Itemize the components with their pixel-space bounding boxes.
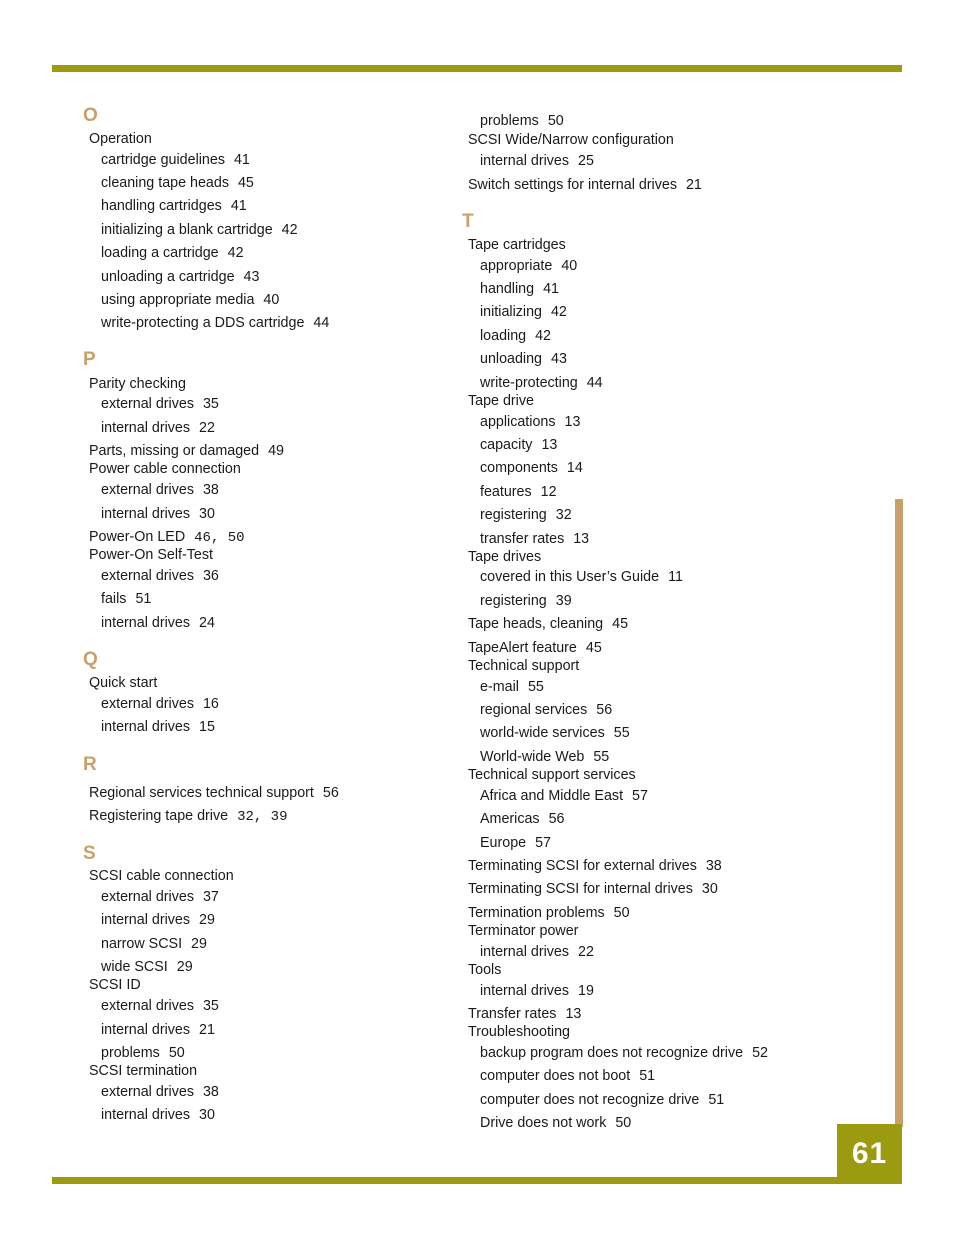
page-reference[interactable]: 35 — [202, 396, 219, 412]
page-reference[interactable]: 56 — [322, 785, 339, 801]
entry-text: external drives — [101, 696, 194, 712]
index-subentry — [480, 327, 551, 345]
page-reference[interactable]: 52 — [752, 1045, 768, 1061]
index-subentry — [101, 244, 244, 262]
index-subentry — [101, 718, 215, 736]
index-subentry — [480, 1044, 768, 1062]
index-letter-heading: R — [83, 754, 97, 775]
index-subentry — [101, 151, 250, 169]
entry-text: Terminating SCSI for internal drives — [468, 881, 693, 897]
index-entry — [89, 546, 213, 564]
index-entry — [89, 674, 157, 692]
page-reference[interactable]: 29 — [191, 936, 207, 952]
index-subentry — [480, 592, 572, 610]
index-subentry — [101, 1083, 219, 1101]
top-rule — [52, 65, 902, 72]
index-entry — [89, 976, 141, 994]
index-entry — [89, 130, 152, 148]
index-subentry — [480, 1067, 655, 1085]
entry-text: e-mail — [480, 679, 519, 695]
page-reference[interactable]: 22 — [578, 944, 594, 960]
index-subentry — [101, 1021, 215, 1039]
page-number-box — [837, 1124, 902, 1184]
index-subentry — [480, 280, 559, 298]
index-entry — [468, 392, 534, 410]
entry-text: SCSI ID — [89, 977, 141, 993]
page-reference[interactable]: 50 — [547, 113, 564, 129]
entry-text: components — [480, 460, 558, 476]
entry-text: unloading a cartridge — [101, 269, 235, 285]
page-reference[interactable]: 32, 39 — [237, 809, 288, 825]
entry-text: computer does not boot — [480, 1068, 631, 1084]
index-subentry — [480, 701, 612, 719]
entry-text: external drives — [101, 396, 194, 412]
entry-text: Termination problems — [468, 905, 605, 921]
entry-text: features — [480, 484, 532, 500]
index-subentry — [101, 314, 329, 332]
page-reference[interactable]: 50 — [615, 1115, 632, 1131]
entry-text: Tape heads, cleaning — [468, 616, 604, 632]
index-entry — [468, 857, 722, 875]
entry-text: external drives — [101, 482, 194, 498]
index-subentry — [101, 174, 254, 192]
index-subentry — [480, 982, 594, 1000]
page-number: 61 — [851, 1137, 888, 1170]
entry-text: Power-On Self-Test — [89, 547, 213, 563]
index-subentry — [480, 834, 551, 852]
index-subentry — [101, 590, 151, 608]
index-entry — [89, 442, 284, 460]
entry-text: Power-On LED — [89, 529, 186, 545]
page-reference[interactable]: 46, 50 — [194, 530, 245, 546]
index-subentry — [480, 506, 572, 524]
page-reference[interactable]: 30 — [701, 881, 718, 897]
entry-text: unloading — [480, 351, 543, 367]
index-subentry — [480, 459, 583, 477]
page-reference[interactable]: 40 — [561, 258, 578, 274]
index-subentry — [101, 291, 279, 309]
entry-text: SCSI cable connection — [89, 868, 234, 884]
entry-text: handling — [480, 281, 535, 297]
entry-text: external drives — [101, 889, 194, 905]
page-reference[interactable]: 30 — [199, 1107, 215, 1123]
entry-text: loading a cartridge — [101, 245, 219, 261]
index-subentry — [101, 997, 219, 1015]
entry-text: Parts, missing or damaged — [89, 443, 260, 459]
index-entry — [468, 904, 630, 922]
page-reference[interactable]: 13 — [564, 414, 581, 430]
index-subentry — [480, 787, 648, 805]
page-reference[interactable]: 42 — [281, 222, 298, 238]
page-reference[interactable]: 43 — [551, 351, 567, 367]
entry-text: Power cable connection — [89, 461, 241, 477]
entry-text: Tools — [468, 962, 502, 978]
entry-text: write-protecting — [480, 375, 578, 391]
index-subentry — [480, 374, 603, 392]
entry-text: problems — [480, 113, 539, 129]
entry-text: appropriate — [480, 258, 553, 274]
entry-text: Europe — [480, 835, 527, 851]
index-entry — [468, 766, 636, 784]
entry-text: SCSI termination — [89, 1063, 198, 1079]
index-letter-heading: Q — [83, 649, 98, 670]
entry-text: internal drives — [480, 983, 569, 999]
entry-text: World-wide Web — [480, 749, 585, 765]
index-subentry — [101, 695, 219, 713]
entry-text: cleaning tape heads — [101, 175, 229, 191]
page-reference[interactable]: 56 — [596, 702, 613, 718]
entry-text: initializing — [480, 304, 542, 320]
entry-text: SCSI Wide/Narrow configuration — [468, 132, 674, 148]
page-reference[interactable]: 38 — [705, 858, 722, 874]
bottom-rule — [52, 1177, 902, 1184]
entry-text: problems — [101, 1045, 160, 1061]
index-subentry — [480, 112, 564, 130]
page-reference[interactable]: 13 — [541, 437, 558, 453]
page-reference[interactable]: 12 — [540, 484, 557, 500]
index-subentry — [101, 1044, 185, 1062]
index-letter-heading: S — [83, 843, 96, 864]
entry-text: internal drives — [101, 719, 190, 735]
page-reference[interactable]: 36 — [202, 568, 219, 584]
page-reference[interactable]: 37 — [202, 889, 219, 905]
entry-text: regional services — [480, 702, 588, 718]
page-reference[interactable]: 15 — [199, 719, 215, 735]
page-reference[interactable]: 55 — [527, 679, 544, 695]
index-entry — [89, 867, 234, 885]
page-reference[interactable]: 56 — [548, 811, 565, 827]
entry-text: Technical support — [468, 658, 580, 674]
entry-text: internal drives — [480, 153, 569, 169]
index-subentry — [101, 567, 219, 585]
index-entry — [468, 1005, 581, 1023]
index-entry — [89, 1062, 197, 1080]
page-reference[interactable]: 39 — [555, 593, 572, 609]
entry-text: internal drives — [101, 506, 190, 522]
page-reference[interactable]: 45 — [612, 616, 629, 632]
entry-text: internal drives — [101, 912, 190, 928]
entry-text: computer does not recognize drive — [480, 1092, 700, 1108]
page-reference[interactable]: 21 — [685, 177, 702, 193]
index-letter-heading: O — [83, 105, 98, 126]
index-subentry — [101, 481, 219, 499]
index-subentry — [480, 152, 594, 170]
entry-text: external drives — [101, 568, 194, 584]
index-entry — [468, 236, 566, 254]
index-entry — [89, 460, 241, 478]
side-accent-bar — [895, 499, 903, 1127]
entry-text: Technical support services — [468, 767, 636, 783]
index-subentry — [101, 197, 247, 215]
entry-text: Americas — [480, 811, 540, 827]
entry-text: fails — [101, 591, 127, 607]
index-entry — [468, 961, 501, 979]
entry-text: covered in this User’s Guide — [480, 569, 660, 585]
page-reference[interactable]: 11 — [668, 569, 683, 585]
page-reference[interactable]: 30 — [199, 506, 215, 522]
entry-text: internal drives — [101, 420, 190, 436]
entry-text: transfer rates — [480, 531, 565, 547]
index-entry — [89, 528, 245, 547]
index-entry — [468, 880, 718, 898]
index-subentry — [480, 483, 557, 501]
index-entry — [89, 807, 288, 826]
page-reference[interactable]: 14 — [566, 460, 583, 476]
page-reference[interactable]: 55 — [613, 725, 630, 741]
entry-text: loading — [480, 328, 527, 344]
entry-text: registering — [480, 507, 547, 523]
entry-text: Quick start — [89, 675, 158, 691]
page-reference[interactable]: 13 — [565, 1006, 582, 1022]
page-reference[interactable]: 29 — [176, 959, 193, 975]
page-reference[interactable]: 51 — [639, 1068, 656, 1084]
index-subentry — [101, 935, 207, 953]
entry-text: capacity — [480, 437, 533, 453]
index-entry — [468, 639, 602, 657]
page-reference[interactable]: 50 — [613, 905, 630, 921]
index-subentry — [480, 530, 589, 548]
entry-text: external drives — [101, 1084, 194, 1100]
page-reference[interactable]: 29 — [199, 912, 215, 928]
page-reference[interactable]: 44 — [313, 315, 330, 331]
entry-text: Africa and Middle East — [480, 788, 624, 804]
index-subentry — [480, 413, 580, 431]
page-reference[interactable]: 42 — [227, 245, 244, 261]
page-reference[interactable]: 57 — [632, 788, 648, 804]
entry-text: Switch settings for internal drives — [468, 177, 677, 193]
page-reference[interactable]: 41 — [543, 281, 559, 297]
index-entry — [468, 176, 702, 194]
index-subentry — [480, 724, 630, 742]
entry-text: internal drives — [101, 1107, 190, 1123]
page-reference[interactable]: 57 — [535, 835, 552, 851]
page-reference[interactable]: 49 — [268, 443, 284, 459]
entry-text: Tape drives — [468, 549, 542, 565]
index-entry — [89, 784, 339, 802]
entry-text: Drive does not work — [480, 1115, 607, 1131]
page-reference[interactable]: 41 — [230, 198, 247, 214]
page-reference[interactable]: 21 — [199, 1022, 215, 1038]
entry-text: internal drives — [101, 615, 190, 631]
index-subentry — [480, 943, 594, 961]
page-reference[interactable]: 25 — [578, 153, 594, 169]
page-reference[interactable]: 24 — [199, 615, 215, 631]
index-subentry — [101, 911, 215, 929]
index-entry — [468, 615, 628, 633]
entry-text: TapeAlert feature — [468, 640, 577, 656]
index-subentry — [101, 419, 215, 437]
entry-text: Regional services technical support — [89, 785, 314, 801]
page-reference[interactable]: 43 — [243, 269, 260, 285]
index-letter-heading: T — [462, 211, 474, 232]
page-reference[interactable]: 51 — [135, 591, 152, 607]
entry-text: Terminating SCSI for external drives — [468, 858, 697, 874]
page-reference[interactable]: 32 — [555, 507, 572, 523]
index-subentry — [480, 748, 609, 766]
entry-text: using appropriate media — [101, 292, 255, 308]
page-reference[interactable]: 22 — [199, 420, 215, 436]
index-entry — [468, 131, 674, 149]
page-reference[interactable]: 19 — [578, 983, 594, 999]
index-subentry — [480, 810, 565, 828]
index-subentry — [101, 1106, 215, 1124]
entry-text: write-protecting a DDS cartridge — [101, 315, 305, 331]
index-entry — [468, 548, 541, 566]
index-entry — [468, 922, 578, 940]
page-reference[interactable]: 51 — [708, 1092, 725, 1108]
index-subentry — [480, 678, 544, 696]
index-subentry — [480, 1091, 724, 1109]
index-subentry — [101, 958, 193, 976]
entry-text: backup program does not recognize drive — [480, 1045, 744, 1061]
page-reference[interactable]: 41 — [233, 152, 250, 168]
page-reference[interactable]: 55 — [593, 749, 610, 765]
entry-text: Operation — [89, 131, 152, 147]
index-entry — [89, 375, 186, 393]
page-reference[interactable]: 13 — [573, 531, 590, 547]
page-reference[interactable]: 16 — [202, 696, 219, 712]
entry-text: applications — [480, 414, 556, 430]
page-reference[interactable]: 38 — [202, 1084, 219, 1100]
entry-text: handling cartridges — [101, 198, 222, 214]
page-reference[interactable]: 45 — [237, 175, 254, 191]
entry-text: external drives — [101, 998, 194, 1014]
entry-text: world-wide services — [480, 725, 605, 741]
page-reference[interactable]: 42 — [550, 304, 567, 320]
index-subentry — [480, 1114, 631, 1132]
entry-text: cartridge guidelines — [101, 152, 225, 168]
entry-text: Tape cartridges — [468, 237, 566, 253]
index-subentry — [101, 268, 259, 286]
index-subentry — [480, 436, 557, 454]
entry-text: Parity checking — [89, 376, 186, 392]
entry-text: Terminator power — [468, 923, 579, 939]
index-subentry — [101, 395, 219, 413]
entry-text: internal drives — [480, 944, 569, 960]
entry-text: initializing a blank cartridge — [101, 222, 273, 238]
index-subentry — [101, 614, 215, 632]
index-entry — [468, 657, 579, 675]
page-reference[interactable]: 38 — [202, 482, 219, 498]
page-reference[interactable]: 50 — [168, 1045, 185, 1061]
index-letter-heading: P — [83, 349, 96, 370]
entry-text: narrow SCSI — [101, 936, 183, 952]
index-subentry — [101, 888, 219, 906]
page-reference[interactable]: 40 — [263, 292, 280, 308]
index-entry — [468, 1023, 570, 1041]
entry-text: Registering tape drive — [89, 808, 229, 824]
index-subentry — [480, 350, 567, 368]
page-reference[interactable]: 45 — [585, 640, 602, 656]
page-reference[interactable]: 35 — [202, 998, 219, 1014]
page-reference[interactable]: 44 — [586, 375, 603, 391]
page-reference[interactable]: 42 — [535, 328, 552, 344]
entry-text: internal drives — [101, 1022, 190, 1038]
entry-text: wide SCSI — [101, 959, 168, 975]
index-subentry — [101, 505, 215, 523]
entry-text: Transfer rates — [468, 1006, 557, 1022]
index-subentry — [480, 257, 577, 275]
index-subentry — [480, 303, 567, 321]
index-subentry — [480, 568, 683, 586]
index-subentry — [101, 221, 298, 239]
entry-text: Troubleshooting — [468, 1024, 570, 1040]
entry-text: Tape drive — [468, 393, 534, 409]
entry-text: registering — [480, 593, 547, 609]
